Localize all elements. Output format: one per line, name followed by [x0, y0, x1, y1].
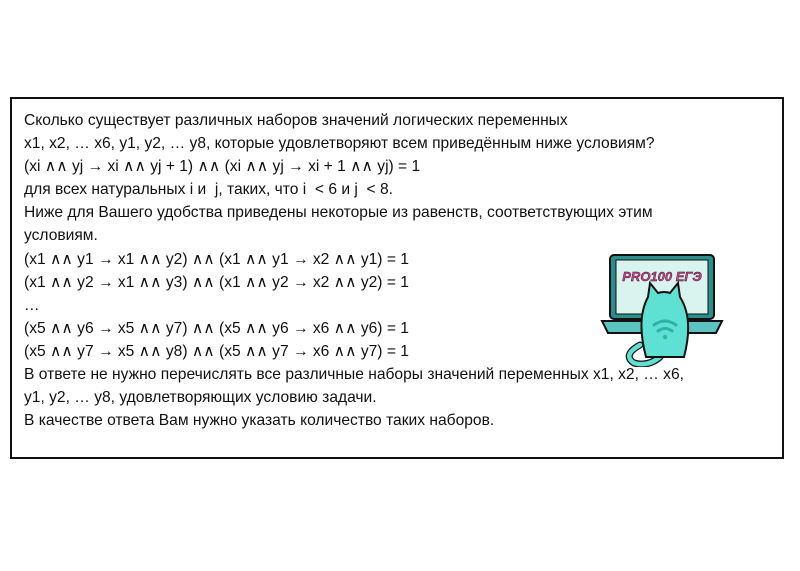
- problem-line: Сколько существует различных наборов значений логических переменных: [24, 112, 568, 129]
- problem-line: y1, y2, … y8, удовлетворяющих условию задачи.: [24, 389, 377, 407]
- problem-line: В ответе не нужно перечислять все различные наборы значений переменных x1, x2, … x6,: [24, 366, 684, 384]
- logo-text: PRO100 ЕГЭ: [622, 269, 702, 284]
- problem-line: В качестве ответа Вам нужно указать количество таких наборов.: [24, 412, 495, 430]
- problem-card: [10, 97, 784, 459]
- problem-line: Ниже для Вашего удобства приведены некоторые из равенств, соответствующих этим: [24, 204, 653, 222]
- cat-mark: [663, 335, 667, 339]
- ellipsis-line: …: [24, 296, 40, 314]
- problem-line: x1, x2, … x6, y1, y2, … y8, которые удовлетворяют всем приведённым ниже условиям?: [24, 135, 655, 153]
- equation-line: (x5 ∧∧ y6 → x5 ∧∧ y7) ∧∧ (x5 ∧∧ y6 → x6 ∧∧ y6) = 1: [24, 319, 409, 337]
- problem-line: условиям.: [24, 227, 98, 245]
- equation-line: (x1 ∧∧ y1 → x1 ∧∧ y2) ∧∧ (x1 ∧∧ y1 → x2 ∧∧ y1) = 1: [24, 250, 409, 268]
- problem-line: для всех натуральных i и j, таких, что i < 6 и j < 8.: [24, 181, 393, 199]
- pro100-ege-logo: [600, 249, 730, 372]
- equation-line: (x5 ∧∧ y7 → x5 ∧∧ y8) ∧∧ (x5 ∧∧ y7 → x6 ∧∧ y7) = 1: [24, 342, 409, 360]
- equation-line: (x1 ∧∧ y2 → x1 ∧∧ y3) ∧∧ (x1 ∧∧ y2 → x2 ∧∧ y2) = 1: [24, 273, 409, 291]
- laptop-cat-icon: [600, 249, 730, 367]
- condition-formula: (xi ∧∧ yj → xi ∧∧ yj + 1) ∧∧ (xi ∧∧ yj → xi + 1 ∧∧ yj) = 1: [24, 158, 421, 176]
